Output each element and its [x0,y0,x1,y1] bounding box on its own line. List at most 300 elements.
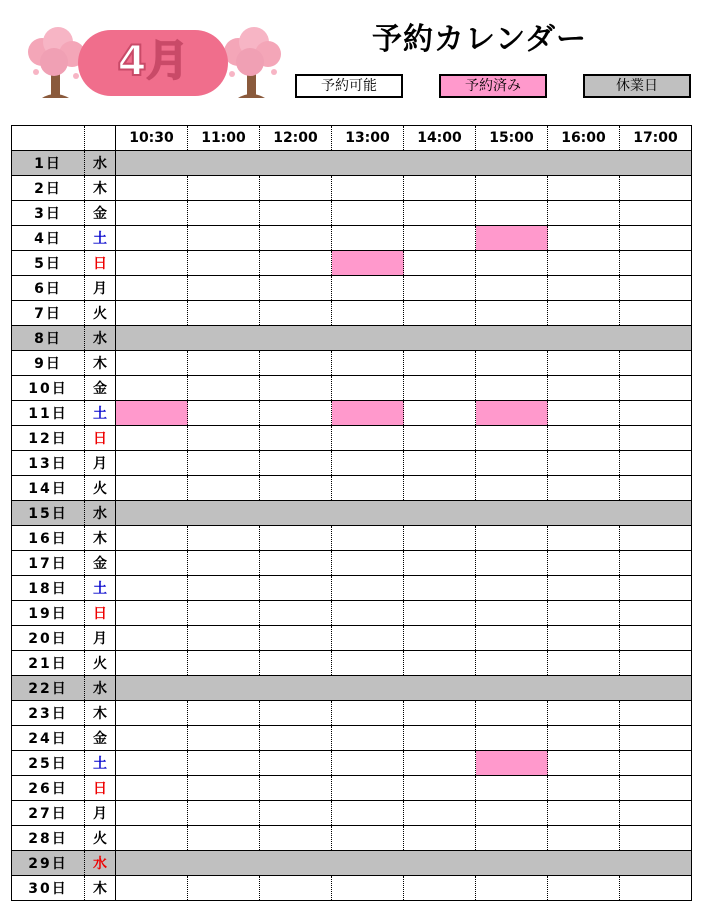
available-slot-cell[interactable] [332,451,404,476]
day-row [12,176,692,201]
available-slot-cell[interactable] [116,751,188,776]
available-slot-cell[interactable] [548,601,620,626]
available-slot-cell[interactable] [188,201,260,226]
weekday-cell: 日 [85,776,116,801]
date-cell: 14日 [12,476,85,501]
booked-slot-cell[interactable] [476,401,548,426]
closed-slot-cell [404,501,476,526]
closed-slot-cell [476,326,548,351]
available-slot-cell[interactable] [620,601,692,626]
available-slot-cell[interactable] [116,876,188,901]
available-slot-cell[interactable] [116,426,188,451]
available-slot-cell[interactable] [260,201,332,226]
date-column-header [12,126,85,151]
closed-slot-cell [620,501,692,526]
available-slot-cell[interactable] [404,651,476,676]
day-row [12,801,692,826]
closed-slot-cell [260,851,332,876]
available-slot-cell[interactable] [188,176,260,201]
closed-slot-cell [476,151,548,176]
closed-slot-cell [620,326,692,351]
closed-slot-cell [548,151,620,176]
day-row [12,676,692,701]
available-slot-cell[interactable] [404,251,476,276]
available-slot-cell[interactable] [404,701,476,726]
available-slot-cell[interactable] [260,551,332,576]
available-slot-cell[interactable] [260,226,332,251]
available-slot-cell[interactable] [116,201,188,226]
available-slot-cell[interactable] [620,226,692,251]
available-slot-cell[interactable] [188,876,260,901]
available-slot-cell[interactable] [620,726,692,751]
available-slot-cell[interactable] [548,701,620,726]
available-slot-cell[interactable] [332,301,404,326]
available-slot-cell[interactable] [404,601,476,626]
available-slot-cell[interactable] [332,801,404,826]
cherry-tree-icon [224,27,281,98]
date-cell: 27日 [12,801,85,826]
available-slot-cell[interactable] [188,401,260,426]
available-slot-cell[interactable] [188,451,260,476]
available-slot-cell[interactable] [260,276,332,301]
available-slot-cell[interactable] [260,776,332,801]
closed-slot-cell [404,151,476,176]
day-row [12,576,692,601]
closed-slot-cell [260,326,332,351]
available-slot-cell[interactable] [476,376,548,401]
available-slot-cell[interactable] [548,426,620,451]
available-slot-cell[interactable] [116,651,188,676]
date-cell: 25日 [12,751,85,776]
available-slot-cell[interactable] [476,201,548,226]
available-slot-cell[interactable] [188,476,260,501]
day-row [12,626,692,651]
weekday-cell: 火 [85,301,116,326]
available-slot-cell[interactable] [620,251,692,276]
date-cell: 12日 [12,426,85,451]
available-slot-cell[interactable] [116,376,188,401]
available-slot-cell[interactable] [332,701,404,726]
weekday-cell: 木 [85,351,116,376]
available-slot-cell[interactable] [116,451,188,476]
available-slot-cell[interactable] [332,226,404,251]
weekday-cell: 土 [85,751,116,776]
available-slot-cell[interactable] [116,476,188,501]
day-row [12,276,692,301]
available-slot-cell[interactable] [476,626,548,651]
closed-slot-cell [548,676,620,701]
date-cell: 22日 [12,676,85,701]
available-slot-cell[interactable] [188,801,260,826]
closed-slot-cell [188,501,260,526]
available-slot-cell[interactable] [404,476,476,501]
available-slot-cell[interactable] [620,376,692,401]
available-slot-cell[interactable] [332,751,404,776]
date-cell: 15日 [12,501,85,526]
day-row [12,351,692,376]
available-slot-cell[interactable] [548,726,620,751]
closed-slot-cell [188,851,260,876]
available-slot-cell[interactable] [404,751,476,776]
available-slot-cell[interactable] [476,251,548,276]
available-slot-cell[interactable] [548,451,620,476]
available-slot-cell[interactable] [476,176,548,201]
available-slot-cell[interactable] [476,276,548,301]
available-slot-cell[interactable] [476,476,548,501]
time-slot-header: 15:00 [476,126,548,151]
date-cell: 26日 [12,776,85,801]
weekday-cell: 土 [85,576,116,601]
available-slot-cell[interactable] [404,426,476,451]
available-slot-cell[interactable] [548,776,620,801]
available-slot-cell[interactable] [620,276,692,301]
day-row [12,726,692,751]
available-slot-cell[interactable] [332,276,404,301]
available-slot-cell[interactable] [548,201,620,226]
available-slot-cell[interactable] [620,426,692,451]
available-slot-cell[interactable] [332,726,404,751]
available-slot-cell[interactable] [476,826,548,851]
available-slot-cell[interactable] [116,826,188,851]
available-slot-cell[interactable] [476,526,548,551]
day-row [12,376,692,401]
available-slot-cell[interactable] [260,376,332,401]
available-slot-cell[interactable] [260,426,332,451]
date-cell: 23日 [12,701,85,726]
available-slot-cell[interactable] [404,401,476,426]
day-row [12,751,692,776]
weekday-column-header [85,126,116,151]
available-slot-cell[interactable] [404,526,476,551]
weekday-cell: 月 [85,276,116,301]
available-slot-cell[interactable] [476,801,548,826]
available-slot-cell[interactable] [620,876,692,901]
cherry-tree-icon [28,27,85,98]
available-slot-cell[interactable] [620,651,692,676]
available-slot-cell[interactable] [548,251,620,276]
available-slot-cell[interactable] [548,376,620,401]
day-row [12,301,692,326]
closed-slot-cell [404,676,476,701]
available-slot-cell[interactable] [548,176,620,201]
date-cell: 2日 [12,176,85,201]
closed-slot-cell [404,851,476,876]
booked-slot-cell[interactable] [332,401,404,426]
available-slot-cell[interactable] [620,476,692,501]
available-slot-cell[interactable] [188,276,260,301]
available-slot-cell[interactable] [332,876,404,901]
available-slot-cell[interactable] [404,201,476,226]
available-slot-cell[interactable] [116,176,188,201]
date-cell: 13日 [12,451,85,476]
available-slot-cell[interactable] [188,376,260,401]
available-slot-cell[interactable] [116,626,188,651]
available-slot-cell[interactable] [188,826,260,851]
weekday-cell: 木 [85,176,116,201]
weekday-cell: 水 [85,851,116,876]
available-slot-cell[interactable] [116,301,188,326]
available-slot-cell[interactable] [260,451,332,476]
closed-slot-cell [548,851,620,876]
available-slot-cell[interactable] [260,876,332,901]
available-slot-cell[interactable] [188,726,260,751]
closed-slot-cell [260,501,332,526]
weekday-cell: 水 [85,326,116,351]
available-slot-cell[interactable] [404,226,476,251]
available-slot-cell[interactable] [116,551,188,576]
date-cell: 28日 [12,826,85,851]
available-slot-cell[interactable] [404,801,476,826]
available-slot-cell[interactable] [332,526,404,551]
available-slot-cell[interactable] [548,476,620,501]
available-slot-cell[interactable] [476,601,548,626]
available-slot-cell[interactable] [260,826,332,851]
available-slot-cell[interactable] [116,351,188,376]
available-slot-cell[interactable] [404,826,476,851]
closed-slot-cell [188,676,260,701]
weekday-cell: 土 [85,401,116,426]
closed-slot-cell [620,151,692,176]
available-slot-cell[interactable] [404,451,476,476]
available-slot-cell[interactable] [548,401,620,426]
available-slot-cell[interactable] [188,351,260,376]
available-slot-cell[interactable] [116,226,188,251]
date-cell: 24日 [12,726,85,751]
available-slot-cell[interactable] [332,426,404,451]
available-slot-cell[interactable] [476,726,548,751]
time-slot-header: 14:00 [404,126,476,151]
day-row [12,651,692,676]
weekday-cell: 日 [85,426,116,451]
available-slot-cell[interactable] [620,701,692,726]
available-slot-cell[interactable] [260,726,332,751]
available-slot-cell[interactable] [188,526,260,551]
available-slot-cell[interactable] [332,351,404,376]
available-slot-cell[interactable] [476,776,548,801]
weekday-cell: 木 [85,876,116,901]
available-slot-cell[interactable] [620,626,692,651]
available-slot-cell[interactable] [620,301,692,326]
available-slot-cell[interactable] [548,751,620,776]
available-slot-cell[interactable] [620,576,692,601]
available-slot-cell[interactable] [116,526,188,551]
available-slot-cell[interactable] [332,201,404,226]
time-header-row [12,126,692,151]
booked-slot-cell[interactable] [476,751,548,776]
available-slot-cell[interactable] [476,426,548,451]
date-cell: 16日 [12,526,85,551]
available-slot-cell[interactable] [332,476,404,501]
available-slot-cell[interactable] [404,776,476,801]
closed-slot-cell [116,676,188,701]
available-slot-cell[interactable] [404,276,476,301]
day-row [12,476,692,501]
page-title: 予約カレンダー [372,22,588,57]
available-slot-cell[interactable] [332,826,404,851]
available-slot-cell[interactable] [260,476,332,501]
available-slot-cell[interactable] [548,801,620,826]
available-slot-cell[interactable] [332,551,404,576]
available-slot-cell[interactable] [260,401,332,426]
closed-slot-cell [332,151,404,176]
available-slot-cell[interactable] [620,351,692,376]
day-row [12,876,692,901]
weekday-cell: 火 [85,651,116,676]
available-slot-cell[interactable] [548,301,620,326]
available-slot-cell[interactable] [188,626,260,651]
available-slot-cell[interactable] [116,576,188,601]
available-slot-cell[interactable] [548,276,620,301]
closed-slot-cell [548,326,620,351]
available-slot-cell[interactable] [620,451,692,476]
available-slot-cell[interactable] [188,651,260,676]
available-slot-cell[interactable] [548,826,620,851]
time-slot-header: 12:00 [260,126,332,151]
available-slot-cell[interactable] [404,626,476,651]
closed-slot-cell [476,676,548,701]
available-slot-cell[interactable] [476,551,548,576]
available-slot-cell[interactable] [404,726,476,751]
available-slot-cell[interactable] [476,451,548,476]
available-slot-cell[interactable] [620,401,692,426]
available-slot-cell[interactable] [332,576,404,601]
date-cell: 29日 [12,851,85,876]
available-slot-cell[interactable] [116,701,188,726]
booked-slot-cell[interactable] [476,226,548,251]
available-slot-cell[interactable] [260,351,332,376]
available-slot-cell[interactable] [260,651,332,676]
available-slot-cell[interactable] [548,876,620,901]
available-slot-cell[interactable] [476,351,548,376]
available-slot-cell[interactable] [620,776,692,801]
available-slot-cell[interactable] [404,351,476,376]
available-slot-cell[interactable] [332,651,404,676]
available-slot-cell[interactable] [332,601,404,626]
available-slot-cell[interactable] [404,376,476,401]
available-slot-cell[interactable] [116,601,188,626]
weekday-cell: 水 [85,151,116,176]
available-slot-cell[interactable] [188,426,260,451]
available-slot-cell[interactable] [620,751,692,776]
available-slot-cell[interactable] [476,576,548,601]
date-cell: 18日 [12,576,85,601]
available-slot-cell[interactable] [620,526,692,551]
weekday-cell: 月 [85,801,116,826]
legend-available: 予約可能 [295,74,403,98]
available-slot-cell[interactable] [116,776,188,801]
weekday-cell: 土 [85,226,116,251]
available-slot-cell[interactable] [260,301,332,326]
date-cell: 6日 [12,276,85,301]
available-slot-cell[interactable] [260,751,332,776]
available-slot-cell[interactable] [188,601,260,626]
calendar-body [12,151,692,901]
available-slot-cell[interactable] [620,551,692,576]
available-slot-cell[interactable] [404,176,476,201]
booked-slot-cell[interactable] [332,251,404,276]
weekday-cell: 金 [85,201,116,226]
available-slot-cell[interactable] [404,551,476,576]
available-slot-cell[interactable] [548,626,620,651]
available-slot-cell[interactable] [260,526,332,551]
closed-slot-cell [188,151,260,176]
booked-slot-cell[interactable] [116,401,188,426]
available-slot-cell[interactable] [548,351,620,376]
available-slot-cell[interactable] [404,576,476,601]
available-slot-cell[interactable] [188,551,260,576]
closed-slot-cell [260,151,332,176]
time-slot-header: 10:30 [116,126,188,151]
closed-slot-cell [332,851,404,876]
closed-slot-cell [332,326,404,351]
available-slot-cell[interactable] [476,301,548,326]
legend-closed: 休業日 [583,74,691,98]
closed-slot-cell [260,676,332,701]
available-slot-cell[interactable] [116,251,188,276]
available-slot-cell[interactable] [548,651,620,676]
available-slot-cell[interactable] [260,576,332,601]
available-slot-cell[interactable] [404,301,476,326]
available-slot-cell[interactable] [116,726,188,751]
available-slot-cell[interactable] [476,701,548,726]
weekday-cell: 水 [85,676,116,701]
available-slot-cell[interactable] [260,626,332,651]
available-slot-cell[interactable] [404,876,476,901]
weekday-cell: 日 [85,251,116,276]
available-slot-cell[interactable] [548,576,620,601]
day-row [12,201,692,226]
closed-slot-cell [116,501,188,526]
available-slot-cell[interactable] [188,301,260,326]
weekday-cell: 月 [85,451,116,476]
available-slot-cell[interactable] [188,251,260,276]
available-slot-cell[interactable] [620,176,692,201]
closed-slot-cell [116,151,188,176]
available-slot-cell[interactable] [260,801,332,826]
closed-slot-cell [620,851,692,876]
available-slot-cell[interactable] [116,801,188,826]
legend-booked: 予約済み [439,74,547,98]
available-slot-cell[interactable] [188,701,260,726]
available-slot-cell[interactable] [332,176,404,201]
available-slot-cell[interactable] [260,601,332,626]
available-slot-cell[interactable] [548,551,620,576]
available-slot-cell[interactable] [476,876,548,901]
available-slot-cell[interactable] [332,776,404,801]
available-slot-cell[interactable] [188,776,260,801]
day-row [12,776,692,801]
available-slot-cell[interactable] [620,201,692,226]
available-slot-cell[interactable] [188,576,260,601]
available-slot-cell[interactable] [188,751,260,776]
available-slot-cell[interactable] [332,626,404,651]
available-slot-cell[interactable] [188,226,260,251]
available-slot-cell[interactable] [620,801,692,826]
available-slot-cell[interactable] [260,176,332,201]
available-slot-cell[interactable] [260,251,332,276]
available-slot-cell[interactable] [116,276,188,301]
available-slot-cell[interactable] [476,651,548,676]
closed-slot-cell [476,851,548,876]
available-slot-cell[interactable] [548,226,620,251]
available-slot-cell[interactable] [260,701,332,726]
weekday-cell: 月 [85,626,116,651]
time-slot-header: 11:00 [188,126,260,151]
available-slot-cell[interactable] [548,526,620,551]
available-slot-cell[interactable] [620,826,692,851]
available-slot-cell[interactable] [332,376,404,401]
day-row [12,151,692,176]
